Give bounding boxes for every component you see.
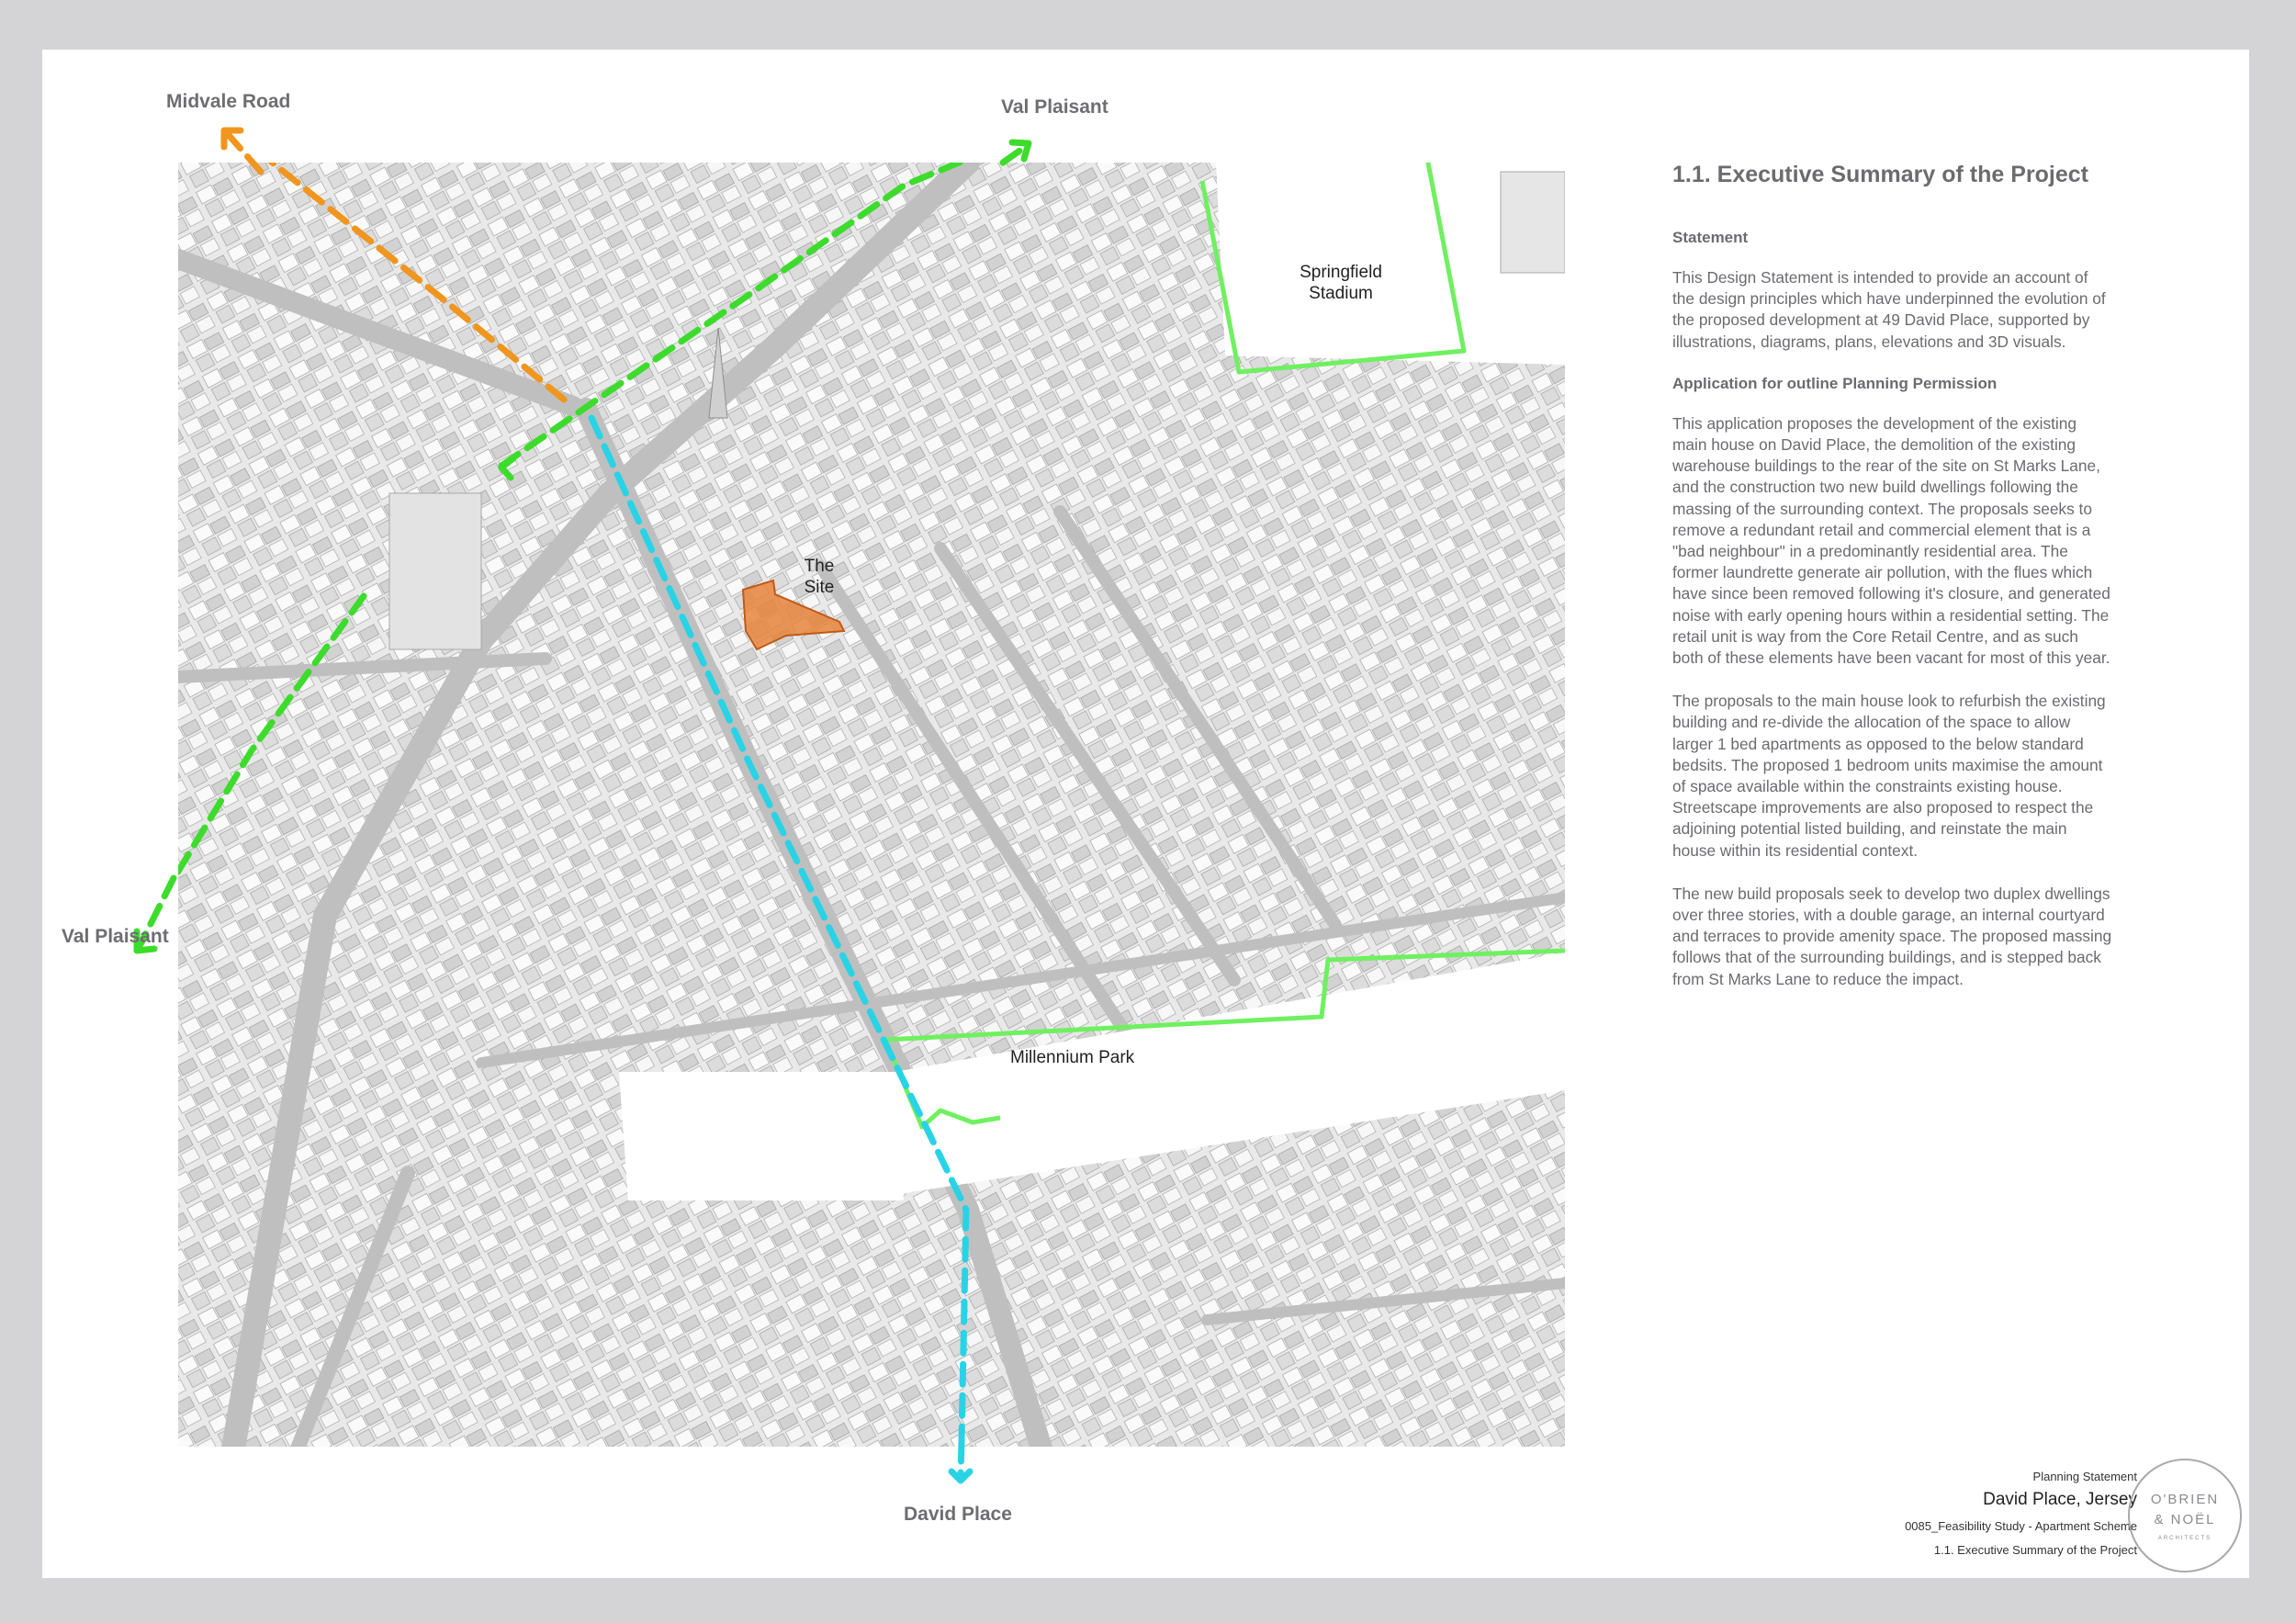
val-plaisant-left-label: Val Plaisant bbox=[62, 926, 169, 947]
david-place-label: David Place bbox=[904, 1504, 1012, 1525]
application-heading: Application for outline Planning Permission bbox=[1672, 374, 1998, 392]
application-paragraph-1: This application proposes the development of the existing main house on David Place, the demolition of the existing warehouse buildings to the rear of the site on St Marks Lane, and the construction two new build dwellings following the massing of the surrounding context. The proposals seeks to remove a redundant retail and commercial element that is a "bad neighbour" in a predominantly residential area. The former laundrette generate air pollution, with the flues which have since been removed following it's closure, and generated noise with early opening hours within a residential setting. The retail unit is way from the Core Retail Centre, and as such both of these elements have been vacant for most of this year. bbox=[1672, 413, 2110, 668]
map-drawing bbox=[178, 163, 1565, 1447]
logo-line2: & NOËL bbox=[2154, 1512, 2216, 1527]
val-plaisant-top-label: Val Plaisant bbox=[1001, 96, 1109, 118]
logo-line1: O'BRIEN bbox=[2150, 1492, 2220, 1507]
logo-line3: ARCHITECTS bbox=[2157, 1536, 2212, 1541]
footer-project: David Place, Jersey bbox=[1983, 1490, 2137, 1509]
the-site-label bbox=[796, 556, 842, 598]
application-paragraph-3: The new build proposals seek to develop two duplex dwellings over three stories, with a double garage, an internal courtyard and terraces to provide amenity space. The proposed massing follows that of the surrounding buildings, and is stepped back from St Marks Lane to reduce the impact. bbox=[1672, 884, 2112, 988]
application-paragraph-2: The proposals to the main house look to refurbish the existing building and re-divide the allocation of the space to allow larger 1 bed apartments as opposed to the below standard bedsits. The proposed 1 bedroom units maximise the amount of space available within the constraints existing house. Streetscape improvements are also proposed to respect the adjoining potential listed building, and reinstate the main house within its residential context. bbox=[1672, 692, 2106, 860]
site-label-line1: The bbox=[804, 557, 835, 576]
statement-paragraph: This Design Statement is intended to provide an account of the design principles which have underpinned the evolution of the proposed development at 49 David Place, supported by illustrations, diagrams, plans, elevations and 3D visuals. bbox=[1672, 268, 2106, 351]
architects-logo bbox=[2128, 1459, 2242, 1572]
footer-section: 1.1. Executive Summary of the Project bbox=[1933, 1543, 2137, 1557]
stadium-label-line2: Stadium bbox=[1309, 284, 1373, 303]
springfield-stadium-label bbox=[1281, 262, 1401, 304]
footer-scheme: 0085_Feasibility Study - Apartment Scheme bbox=[1905, 1519, 2137, 1533]
midvale-road-label: Midvale Road bbox=[166, 91, 291, 112]
site-context-map bbox=[178, 163, 1565, 1447]
section-title: 1.1. Executive Summary of the Project bbox=[1672, 162, 2088, 187]
footer-doc-type: Planning Statement bbox=[2032, 1470, 2137, 1483]
statement-heading: Statement bbox=[1672, 229, 1749, 246]
site-label-line2: Site bbox=[804, 578, 835, 597]
stadium-label-line1: Springfield bbox=[1300, 263, 1382, 282]
executive-summary bbox=[1672, 162, 2113, 1012]
millennium-park-label: Millennium Park bbox=[1010, 1048, 1135, 1067]
